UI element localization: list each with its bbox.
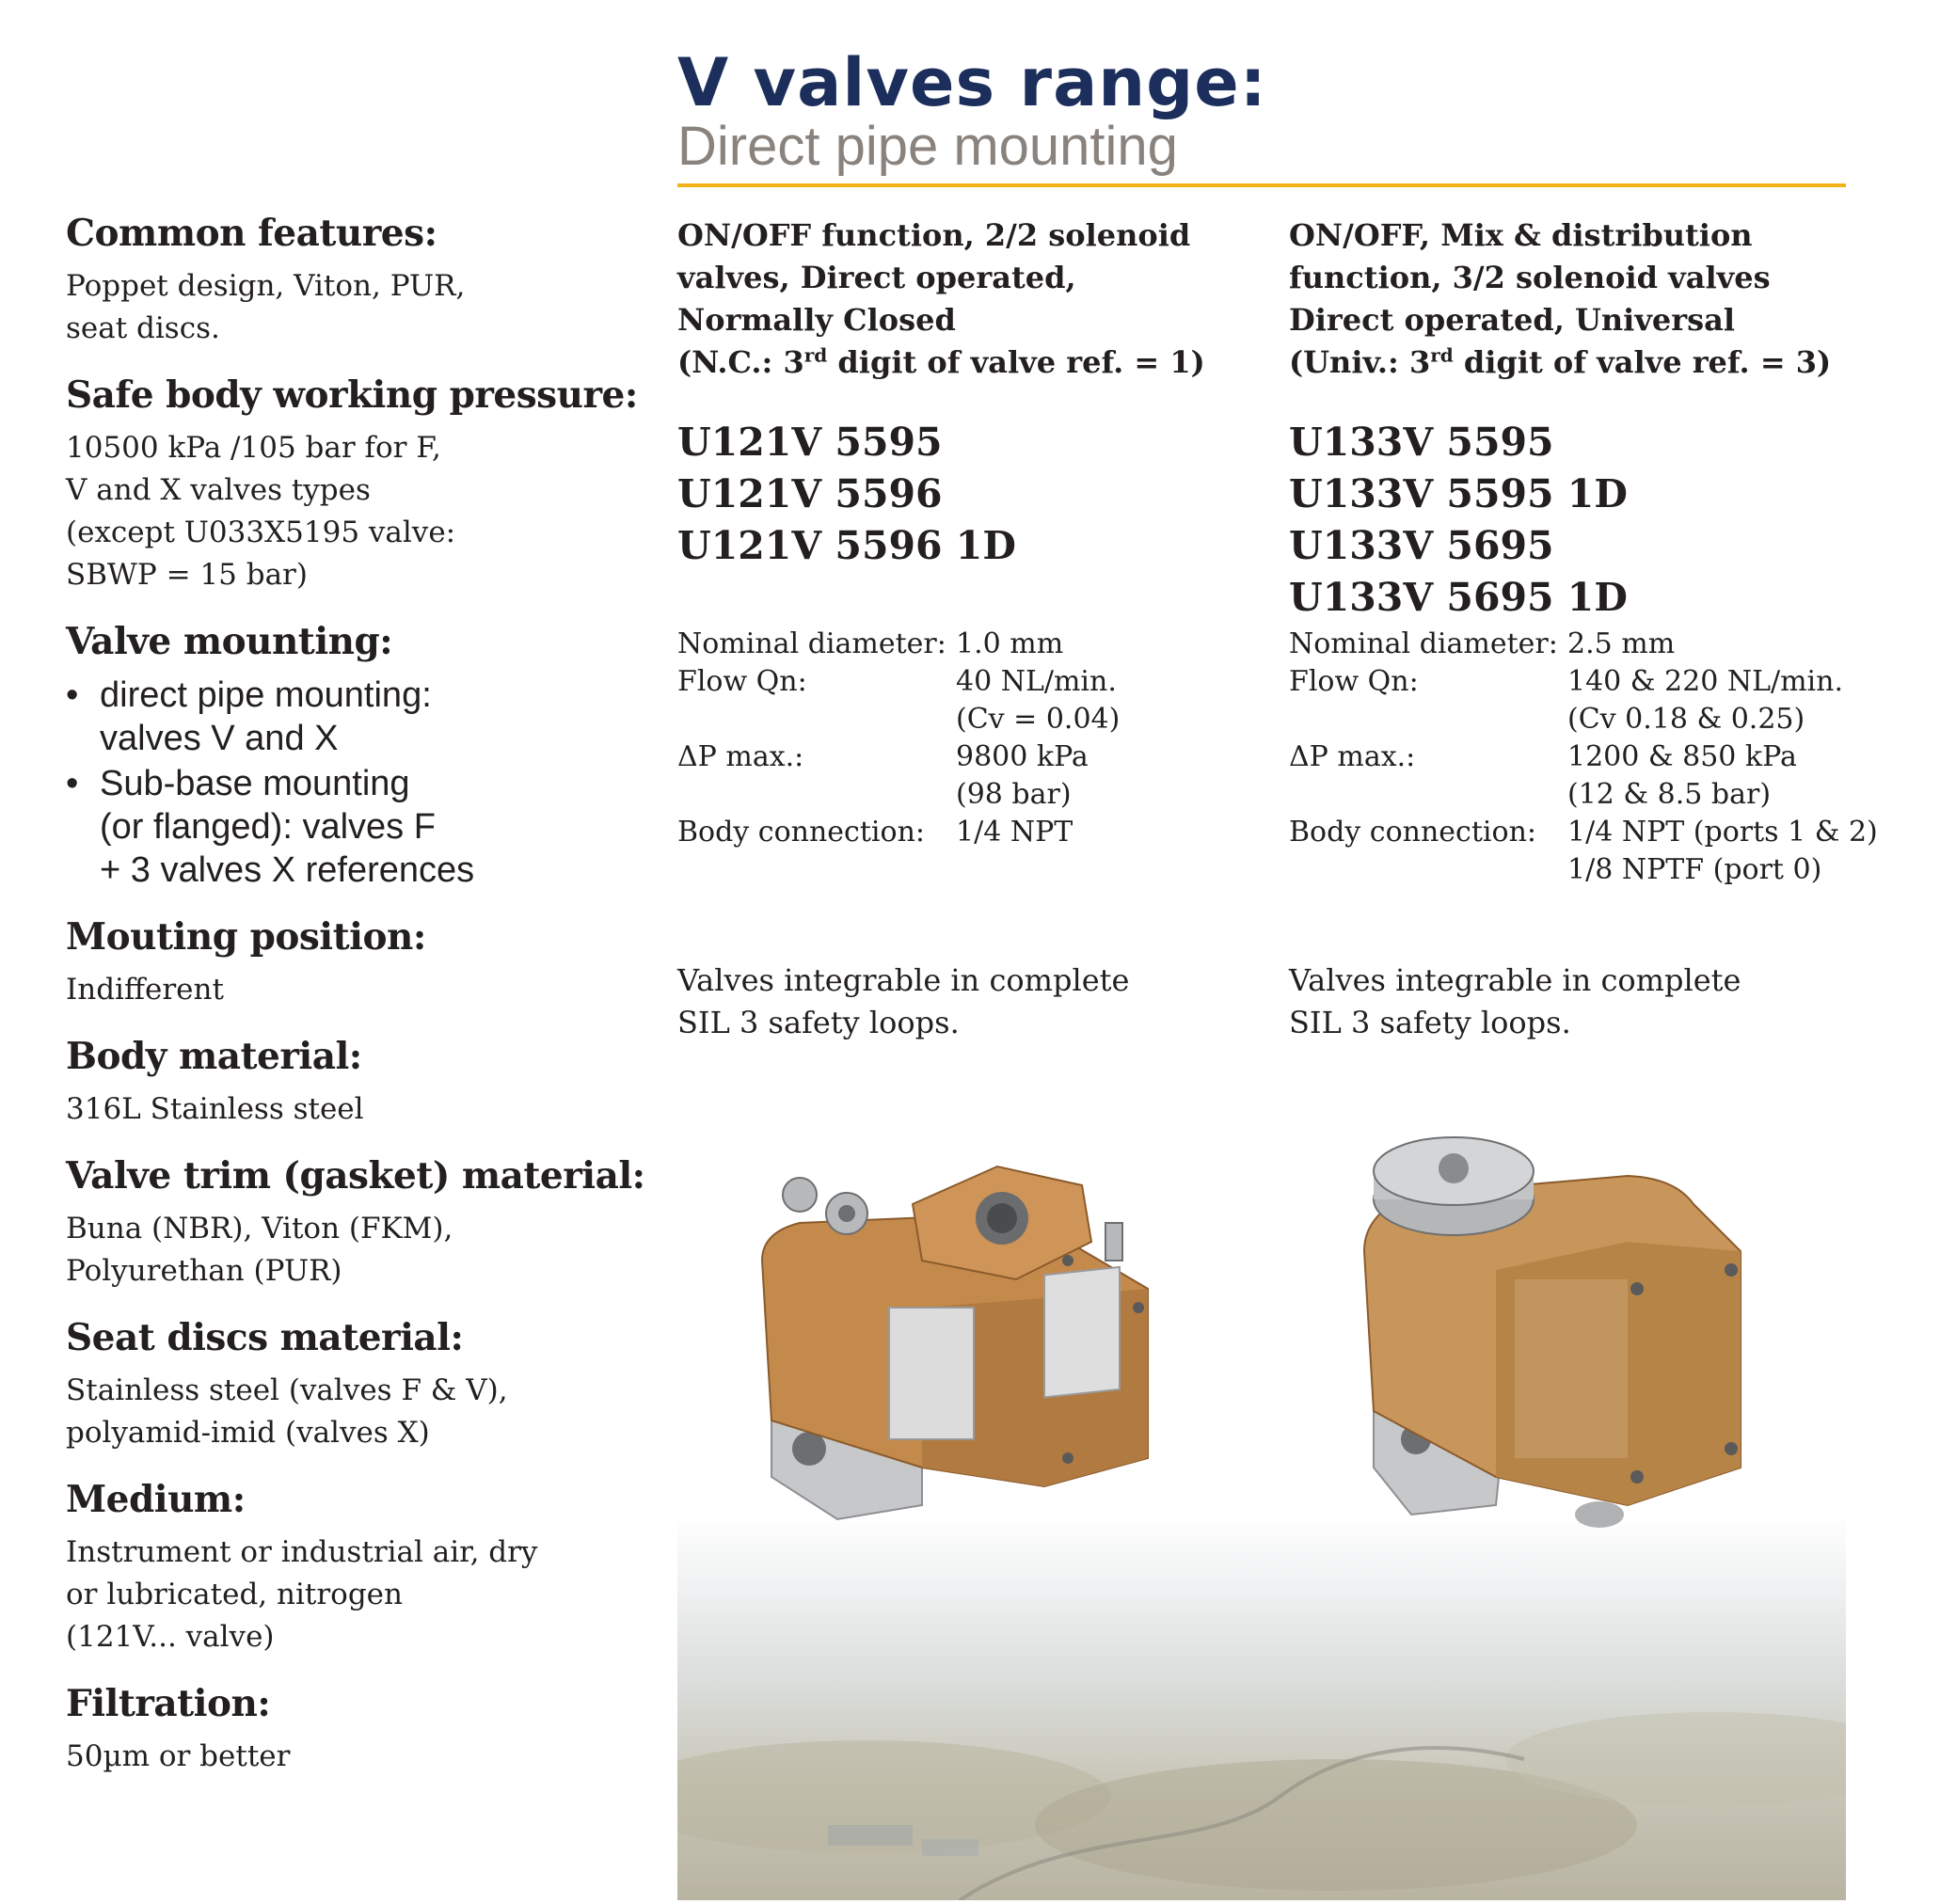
spec-label: Nominal diameter: xyxy=(1289,627,1558,660)
spec-label: ΔP max.: xyxy=(677,740,804,773)
spec-value-line: 1200 & 850 kPa xyxy=(1567,740,1797,773)
section-text: (except U033X5195 valve: xyxy=(66,516,456,549)
valve-reference: U133V 5695 1D xyxy=(1289,575,1628,620)
note-line: SIL 3 safety loops. xyxy=(677,1005,960,1040)
valve-u133v-image xyxy=(1336,1129,1788,1543)
spec-value xyxy=(1567,626,1878,663)
section-heading: Common features: xyxy=(66,212,437,255)
valve-u121v-image xyxy=(734,1148,1167,1524)
spec-label: Body connection: xyxy=(677,816,925,849)
section-text: Stainless steel (valves F & V), xyxy=(66,1373,508,1407)
spec-label: ΔP max.: xyxy=(1289,740,1416,773)
aerial-landscape-image xyxy=(677,1515,1846,1900)
spec-value-line: 140 & 220 NL/min. xyxy=(1567,665,1844,698)
section-text: Indifferent xyxy=(66,973,224,1007)
spec-value-line: 1/4 NPT (ports 1 & 2) xyxy=(1567,816,1878,849)
section-body-material xyxy=(66,1032,630,1131)
ordinal-suffix: rd xyxy=(803,343,828,367)
spec-label: Body connection: xyxy=(1289,816,1536,849)
section-heading: Body material: xyxy=(66,1035,362,1078)
list-item xyxy=(66,674,630,760)
valve-reference: U121V 5596 xyxy=(677,471,943,516)
valve-reference: U133V 5595 xyxy=(1289,420,1554,465)
list-item-text: valves V and X xyxy=(100,719,339,758)
section-mouting-position xyxy=(66,912,630,1011)
section-heading: Filtration: xyxy=(66,1682,271,1725)
valve-reference: U121V 5595 xyxy=(677,420,943,465)
spec-value xyxy=(1567,738,1878,814)
product-column-2-2 xyxy=(677,214,1261,851)
list-item-text: • Sub-base mounting xyxy=(100,764,410,803)
page-title: V valves range: xyxy=(677,44,1267,121)
section-heading: Safe body working pressure: xyxy=(66,373,638,417)
spec-value-line: 1.0 mm xyxy=(956,627,1064,660)
spec-value xyxy=(956,814,1261,851)
section-text: polyamid-imid (valves X) xyxy=(66,1416,430,1450)
ordinal-suffix: rd xyxy=(1430,343,1454,367)
note-line: Valves integrable in complete xyxy=(677,962,1130,998)
description-line xyxy=(1289,341,1872,384)
section-valve-trim xyxy=(66,1151,645,1293)
product-description xyxy=(1289,214,1872,417)
spec-value-line: 1/4 NPT xyxy=(956,816,1073,849)
section-medium xyxy=(66,1475,630,1658)
list-item xyxy=(66,762,630,892)
description-line: ON/OFF, Mix & distribution xyxy=(1289,217,1753,253)
header-rule xyxy=(677,183,1846,187)
spec-label: Flow Qn: xyxy=(677,665,807,698)
spec-value xyxy=(956,738,1261,814)
sil-note xyxy=(1289,960,1872,1044)
valve-reference-list xyxy=(1289,417,1872,626)
note-line: Valves integrable in complete xyxy=(1289,962,1741,998)
spec-value-line: 1/8 NPTF (port 0) xyxy=(1567,853,1822,886)
description-line: ON/OFF function, 2/2 solenoid xyxy=(677,217,1191,253)
section-common-features xyxy=(66,209,630,350)
spec-value-line: 9800 kPa xyxy=(956,740,1089,773)
description-line xyxy=(677,341,1261,384)
spec-table xyxy=(677,626,1261,851)
description-text: (Univ.: 3 xyxy=(1289,344,1431,380)
section-text: V and X valves types xyxy=(66,473,371,507)
section-text: 50µm or better xyxy=(66,1739,291,1773)
valve-reference: U121V 5596 1D xyxy=(677,523,1016,568)
section-text: Polyurethan (PUR) xyxy=(66,1254,342,1288)
features-column xyxy=(66,209,645,1799)
section-heading: Seat discs material: xyxy=(66,1316,464,1359)
section-safe-body-pressure xyxy=(66,371,638,596)
list-item-text: + 3 valves X references xyxy=(100,850,475,890)
spec-value xyxy=(1567,663,1878,738)
section-heading: Valve trim (gasket) material: xyxy=(66,1154,645,1198)
spec-value-line: 40 NL/min. xyxy=(956,665,1117,698)
spec-value xyxy=(956,663,1261,738)
mounting-list xyxy=(66,674,630,892)
description-text: digit of valve ref. = 3) xyxy=(1453,344,1832,380)
section-text: (121V... valve) xyxy=(66,1620,275,1654)
list-item-text: • direct pipe mounting: xyxy=(100,675,432,715)
list-item-text: (or flanged): valves F xyxy=(100,807,436,847)
section-text: SBWP = 15 bar) xyxy=(66,558,308,592)
valve-reference-list xyxy=(677,417,1261,626)
valve-reference: U133V 5595 1D xyxy=(1289,471,1628,516)
section-heading: Valve mounting: xyxy=(66,620,393,663)
description-line: Normally Closed xyxy=(677,302,956,338)
spec-value-line: (12 & 8.5 bar) xyxy=(1567,778,1772,811)
section-text: 10500 kPa /105 bar for F, xyxy=(66,431,441,465)
section-text: or lubricated, nitrogen xyxy=(66,1578,403,1611)
spec-value-line: (Cv 0.18 & 0.25) xyxy=(1567,703,1805,736)
section-heading: Mouting position: xyxy=(66,915,426,959)
spec-label: Flow Qn: xyxy=(1289,665,1419,698)
valve-reference: U133V 5695 xyxy=(1289,523,1554,568)
spec-value-line: (Cv = 0.04) xyxy=(956,703,1121,736)
section-text: Poppet design, Viton, PUR, xyxy=(66,269,466,303)
section-heading: Medium: xyxy=(66,1478,246,1521)
spec-table xyxy=(1289,626,1878,889)
description-text: digit of valve ref. = 1) xyxy=(827,344,1205,380)
description-text: (N.C.: 3 xyxy=(677,344,804,380)
product-column-3-2 xyxy=(1289,214,1878,889)
spec-value-line: 2.5 mm xyxy=(1567,627,1676,660)
spec-label: Nominal diameter: xyxy=(677,627,946,660)
section-text: 316L Stainless steel xyxy=(66,1092,364,1126)
note-line: SIL 3 safety loops. xyxy=(1289,1005,1571,1040)
landscape-illustration xyxy=(677,1515,1846,1900)
description-line: Direct operated, Universal xyxy=(1289,302,1736,338)
sil-note xyxy=(677,960,1261,1044)
spec-value xyxy=(956,626,1261,663)
page-subtitle: Direct pipe mounting xyxy=(677,116,1178,177)
description-line: function, 3/2 solenoid valves xyxy=(1289,260,1771,295)
section-filtration xyxy=(66,1679,630,1778)
section-seat-discs xyxy=(66,1313,630,1454)
description-line: valves, Direct operated, xyxy=(677,260,1076,295)
product-description xyxy=(677,214,1261,417)
section-text: Instrument or industrial air, dry xyxy=(66,1535,538,1569)
section-text: Buna (NBR), Viton (FKM), xyxy=(66,1212,453,1246)
spec-value-line: (98 bar) xyxy=(956,778,1072,811)
section-valve-mounting xyxy=(66,617,630,892)
section-text: seat discs. xyxy=(66,311,220,345)
spec-value xyxy=(1567,814,1878,889)
